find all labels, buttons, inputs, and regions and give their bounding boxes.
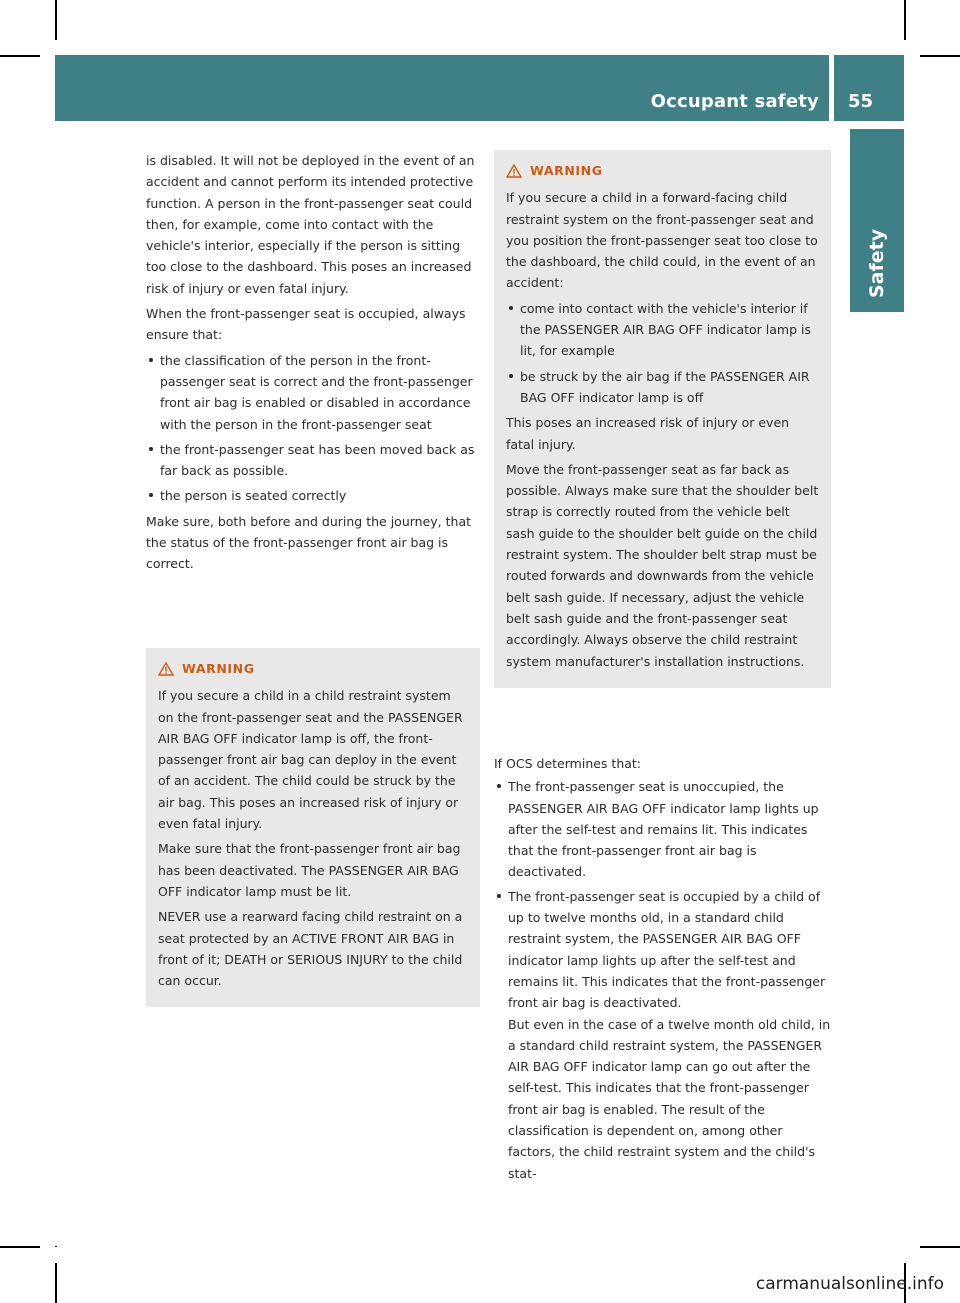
paragraph: When the front-passenger seat is occupied, always ensure that: <box>146 306 466 343</box>
left-column <box>146 150 476 579</box>
page-number: 55 <box>848 91 874 112</box>
list-item: be struck by the air bag if the PASSENGER AIR BAG OFF indicator lamp is off <box>506 366 819 409</box>
warning-heading <box>158 658 468 679</box>
paragraph: This poses an increased risk of injury or even fatal injury. <box>506 415 790 452</box>
warning-heading-label: WARNING <box>182 661 255 676</box>
warning-heading-label: WARNING <box>530 163 603 178</box>
list-item: come into contact with the vehicle's interior if the PASSENGER AIR BAG OFF indicator lamp is lit, for example <box>506 298 819 362</box>
warning-heading <box>506 160 819 181</box>
list-item-text: The front-passenger seat is occupied by a child of up to twelve months old, in a standard child restraint system, the PASSENGER AIR BAG OFF indicator lamp lights up after the self-test and remains lit. This indicates that the front-passenger front air bag is deactivated. <box>508 888 826 1011</box>
watermark: carmanualsonline.info <box>755 1274 944 1294</box>
crop-mark-bl-h <box>0 1246 40 1248</box>
crop-mark-tr-h <box>920 55 960 57</box>
paragraph: NEVER use a rearward facing child restraint on a seat protected by an ACTIVE FRONT AIR BAG in front of it; DEATH or SERIOUS INJURY to the child can occur. <box>158 909 463 989</box>
paragraph: If OCS determines that: <box>494 756 642 771</box>
list-item <box>494 886 831 1184</box>
paragraph: Move the front-passenger seat as far back as possible. Always make sure that the shoulder belt strap is correctly routed from the vehicle belt sash guide to the shoulder belt guide on the child restraint system. The shoulder belt strap must be routed forwards and downwards from the vehicle belt sash guide. If necessary, adjust the vehicle belt sash guide and the front-passenger seat accordingly. Always observe the child restraint system manufacturer's installation instructions. <box>506 461 819 669</box>
warning-triangle-icon <box>506 164 522 178</box>
chapter-side-tab <box>850 129 904 312</box>
crop-mark-bl-v <box>55 1263 57 1303</box>
chapter-side-tab-label: Safety <box>866 228 888 298</box>
page-number-band <box>834 55 904 121</box>
right-column-body <box>494 753 831 1187</box>
section-title: Occupant safety <box>650 91 819 112</box>
crop-mark-left-long <box>55 1246 57 1247</box>
bullet-list <box>506 298 819 408</box>
paragraph: If you secure a child in a child restraint system on the front-passenger seat and the PASSENGER AIR BAG OFF indicator lamp is off, the front-passenger front air bag can deploy in the event of an accident. The child could be struck by the air bag. This poses an increased risk of injury or even fatal injury. <box>158 688 463 832</box>
list-item-subparagraph: But even in the case of a twelve month old child, in a standard child restraint system, the PASSENGER AIR BAG OFF indicator lamp can go out after the self-test. This indicates that the front-passenger front air bag is enabled. The result of the classification is dependent on, among other factors, the child restraint system and the child's stat- <box>508 1016 831 1181</box>
paragraph: is disabled. It will not be deployed in the event of an accident and cannot perform its intended protective function. A person in the front-passenger seat could then, for example, come into contact with the vehicle's interior, especially if the person is sitting too close to the dashboard. This poses an increased risk of injury or even fatal injury. <box>146 153 475 296</box>
crop-mark-tl-v <box>55 0 57 40</box>
crop-mark-br-h <box>920 1246 960 1248</box>
warning-triangle-icon <box>158 662 174 676</box>
paragraph: Make sure that the front-passenger front air bag has been deactivated. The PASSENGER AIR BAG OFF indicator lamp must be lit. <box>158 841 461 899</box>
warning-box-left <box>146 648 480 1007</box>
paragraph: Make sure, both before and during the journey, that the status of the front-passenger front air bag is correct. <box>146 513 471 572</box>
crop-mark-tl-h <box>0 55 40 57</box>
list-item: the classification of the person in the front-passenger seat is correct and the front-passenger front air bag is enabled or disabled in accordance with the person in the front-passenger seat <box>146 350 476 435</box>
header-band <box>55 55 829 121</box>
paragraph: If you secure a child in a forward-facing child restraint system on the front-passenger seat and you position the front-passenger seat too close to the dashboard, the child could, in the event of an accident: <box>506 190 818 291</box>
crop-mark-tr-v <box>904 0 906 40</box>
list-item: The front-passenger seat is unoccupied, the PASSENGER AIR BAG OFF indicator lamp lights up after the self-test and remains lit. This indicates that the front-passenger front air bag is deactivated. <box>494 776 831 882</box>
list-item: the person is seated correctly <box>146 485 476 506</box>
bullet-list <box>146 350 476 507</box>
warning-box-right <box>494 150 831 688</box>
list-item: the front-passenger seat has been moved back as far back as possible. <box>146 439 476 482</box>
bullet-list <box>494 776 831 1184</box>
